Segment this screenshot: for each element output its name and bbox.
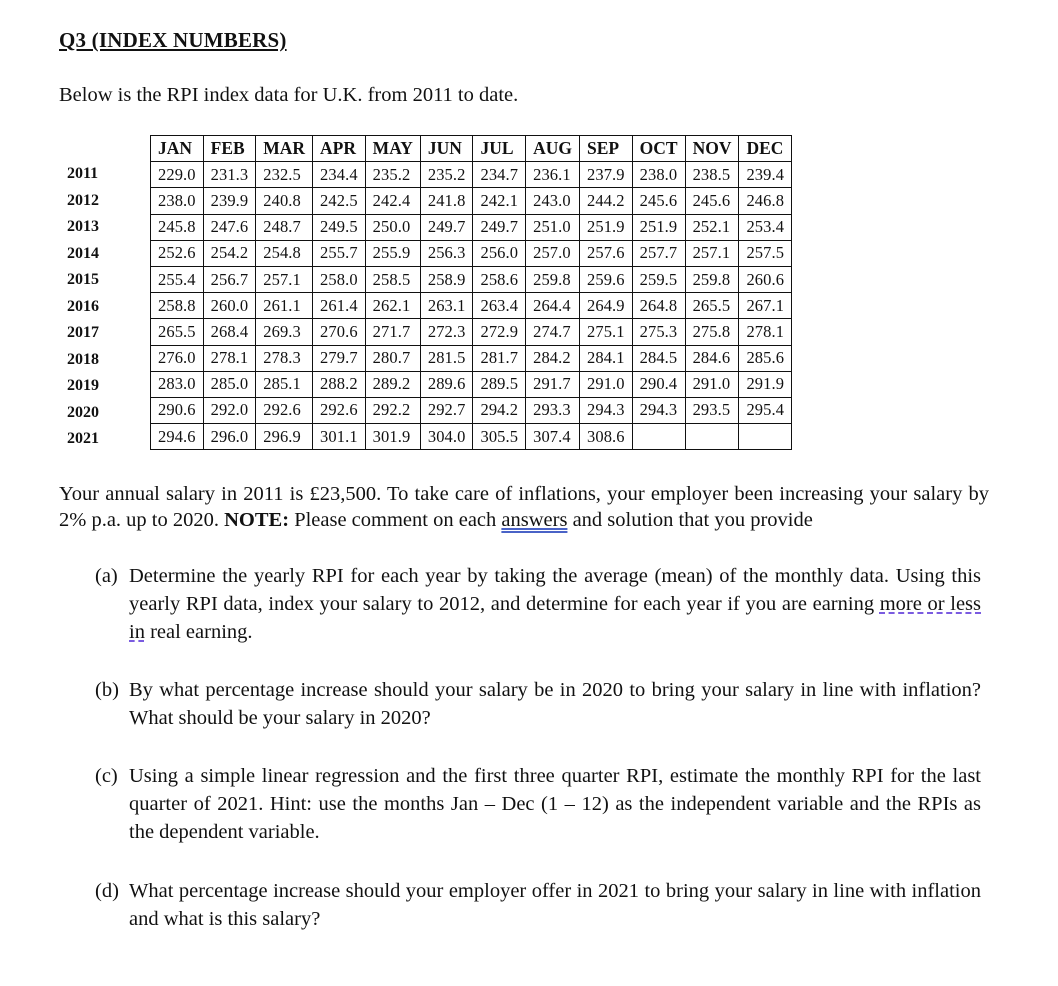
salary-text-part2: Please comment on each	[289, 509, 502, 531]
rpi-cell: 245.6	[685, 188, 739, 214]
rpi-cell: 247.6	[203, 214, 256, 240]
rpi-cell: 240.8	[256, 188, 313, 214]
rpi-cell: 268.4	[203, 319, 256, 345]
rpi-cell: 235.2	[420, 162, 473, 188]
salary-text-part1: Your annual salary in 2011 is £23,500. To take care of inflations, your employer been increasing your salary by 2% p.a. up to 2020.	[59, 483, 989, 531]
rpi-cell: 229.0	[151, 162, 204, 188]
rpi-cell: 285.1	[256, 371, 313, 397]
rpi-cell: 278.1	[203, 345, 256, 371]
rpi-cell: 304.0	[420, 424, 473, 450]
month-header: APR	[313, 136, 366, 162]
rpi-cell: 239.4	[739, 162, 792, 188]
rpi-cell: 291.9	[739, 371, 792, 397]
rpi-cell: 294.3	[580, 397, 633, 423]
rpi-cell: 272.9	[473, 319, 526, 345]
rpi-cell: 258.5	[365, 266, 420, 292]
rpi-cell: 261.1	[256, 293, 313, 319]
year-labels	[67, 161, 137, 453]
rpi-cell: 252.6	[151, 240, 204, 266]
question-d-label: (d)	[95, 880, 119, 902]
year-label: 2019	[67, 377, 99, 394]
rpi-cell: 259.6	[580, 266, 633, 292]
rpi-cell: 252.1	[685, 214, 739, 240]
rpi-cell: 258.8	[151, 293, 204, 319]
rpi-cell: 257.1	[685, 240, 739, 266]
rpi-table	[150, 135, 792, 450]
rpi-cell: 256.7	[203, 266, 256, 292]
month-header: NOV	[685, 136, 739, 162]
rpi-cell: 232.5	[256, 162, 313, 188]
rpi-cell: 238.0	[151, 188, 204, 214]
year-label: 2014	[67, 244, 99, 262]
question-a-underlined: more or less in	[129, 593, 981, 643]
rpi-cell: 246.8	[739, 188, 792, 214]
question-c-text: Using a simple linear regression and the first three quarter RPI, estimate the monthly RPI for the last quarter of 2021. Hint: use the months Jan – Dec (1 – 12) as the independent variable and the RPIs as the dependent variable.	[129, 765, 981, 843]
rpi-cell: 294.6	[151, 424, 204, 450]
rpi-cell: 237.9	[580, 162, 633, 188]
rpi-cell: 292.7	[420, 397, 473, 423]
rpi-table-body	[151, 162, 792, 450]
table-row	[151, 319, 792, 345]
table-row	[151, 188, 792, 214]
rpi-cell: 251.9	[580, 214, 633, 240]
rpi-cell: 284.2	[526, 345, 580, 371]
rpi-cell: 275.1	[580, 319, 633, 345]
year-label: 2015	[67, 271, 99, 288]
rpi-cell: 249.7	[420, 214, 473, 240]
question-a-text1: Determine the yearly RPI for each year by taking the average (mean) of the monthly data. Using this yearly RPI data, index your salary to 2012, and determine for each year if you are earning	[129, 565, 981, 615]
rpi-cell: 243.0	[526, 188, 580, 214]
rpi-cell: 288.2	[313, 371, 366, 397]
note-label: NOTE:	[224, 509, 290, 531]
rpi-cell: 260.6	[739, 266, 792, 292]
rpi-cell: 278.3	[256, 345, 313, 371]
table-row	[151, 162, 792, 188]
rpi-cell: 270.6	[313, 319, 366, 345]
month-header: MAY	[365, 136, 420, 162]
rpi-cell: 292.2	[365, 397, 420, 423]
rpi-cell: 265.5	[151, 319, 204, 345]
rpi-cell: 308.6	[580, 424, 633, 450]
rpi-cell: 256.0	[473, 240, 526, 266]
rpi-cell: 301.9	[365, 424, 420, 450]
year-label: 2020	[67, 403, 99, 421]
rpi-cell: 258.0	[313, 266, 366, 292]
rpi-cell: 291.7	[526, 371, 580, 397]
rpi-cell: 242.4	[365, 188, 420, 214]
question-c-label: (c)	[95, 765, 118, 787]
page-title: Q3 (INDEX NUMBERS)	[59, 28, 287, 52]
rpi-cell: 254.8	[256, 240, 313, 266]
rpi-cell: 289.6	[420, 371, 473, 397]
rpi-cell: 292.0	[203, 397, 256, 423]
rpi-cell: 257.5	[739, 240, 792, 266]
rpi-cell: 289.2	[365, 371, 420, 397]
year-label: 2018	[67, 350, 99, 368]
rpi-cell: 258.6	[473, 266, 526, 292]
rpi-cell: 239.9	[203, 188, 256, 214]
month-header: DEC	[739, 136, 792, 162]
question-b	[95, 676, 981, 732]
rpi-cell: 253.4	[739, 214, 792, 240]
rpi-cell: 248.7	[256, 214, 313, 240]
table-row	[151, 371, 792, 397]
rpi-cell: 292.6	[313, 397, 366, 423]
month-header: SEP	[580, 136, 633, 162]
rpi-cell: 269.3	[256, 319, 313, 345]
rpi-cell: 281.5	[420, 345, 473, 371]
rpi-cell: 267.1	[739, 293, 792, 319]
question-c	[95, 762, 981, 846]
rpi-cell: 245.6	[632, 188, 685, 214]
rpi-cell: 290.6	[151, 397, 204, 423]
question-a	[95, 562, 981, 646]
rpi-cell: 251.0	[526, 214, 580, 240]
rpi-cell: 285.0	[203, 371, 256, 397]
rpi-cell: 307.4	[526, 424, 580, 450]
table-row	[151, 345, 792, 371]
rpi-cell: 259.5	[632, 266, 685, 292]
salary-text-part3: and solution that you provide	[567, 509, 813, 531]
rpi-cell: 293.5	[685, 397, 739, 423]
rpi-cell: 294.3	[632, 397, 685, 423]
table-row	[151, 293, 792, 319]
rpi-cell: 284.5	[632, 345, 685, 371]
rpi-cell: 276.0	[151, 345, 204, 371]
salary-paragraph	[59, 481, 989, 533]
rpi-cell: 241.8	[420, 188, 473, 214]
rpi-cell: 257.7	[632, 240, 685, 266]
rpi-cell: 264.8	[632, 293, 685, 319]
rpi-cell: 305.5	[473, 424, 526, 450]
rpi-cell: 260.0	[203, 293, 256, 319]
rpi-cell: 281.7	[473, 345, 526, 371]
rpi-cell: 285.6	[739, 345, 792, 371]
intro-text: Below is the RPI index data for U.K. from 2011 to date.	[59, 84, 519, 106]
rpi-cell: 249.5	[313, 214, 366, 240]
rpi-cell: 275.3	[632, 319, 685, 345]
rpi-cell: 261.4	[313, 293, 366, 319]
year-label: 2017	[67, 324, 99, 341]
table-row	[151, 266, 792, 292]
rpi-cell: 242.5	[313, 188, 366, 214]
rpi-cell: 236.1	[526, 162, 580, 188]
rpi-cell: 234.7	[473, 162, 526, 188]
question-d-text: What percentage increase should your employer offer in 2021 to bring your salary in line with inflation and what is this salary?	[129, 880, 981, 930]
rpi-cell: 289.5	[473, 371, 526, 397]
rpi-cell: 234.4	[313, 162, 366, 188]
rpi-cell: 293.3	[526, 397, 580, 423]
rpi-cell: 255.9	[365, 240, 420, 266]
rpi-cell: 294.2	[473, 397, 526, 423]
rpi-cell: 296.9	[256, 424, 313, 450]
rpi-cell: 235.2	[365, 162, 420, 188]
month-header: OCT	[632, 136, 685, 162]
answers-word: answers	[501, 509, 568, 531]
rpi-cell: 274.7	[526, 319, 580, 345]
rpi-cell: 296.0	[203, 424, 256, 450]
rpi-cell: 258.9	[420, 266, 473, 292]
rpi-cell	[632, 424, 685, 450]
rpi-cell: 265.5	[685, 293, 739, 319]
question-a-label: (a)	[95, 565, 118, 587]
rpi-cell: 290.4	[632, 371, 685, 397]
rpi-cell: 280.7	[365, 345, 420, 371]
month-header-row	[151, 136, 792, 162]
rpi-cell: 284.6	[685, 345, 739, 371]
rpi-cell: 264.4	[526, 293, 580, 319]
year-label: 2021	[67, 430, 99, 447]
table-row	[151, 424, 792, 450]
rpi-cell: 263.4	[473, 293, 526, 319]
year-label: 2016	[67, 297, 99, 315]
rpi-cell: 272.3	[420, 319, 473, 345]
rpi-cell: 283.0	[151, 371, 204, 397]
rpi-cell: 249.7	[473, 214, 526, 240]
rpi-cell: 292.6	[256, 397, 313, 423]
year-label: 2012	[67, 191, 99, 209]
question-a-text2: real earning.	[144, 621, 253, 643]
month-header: FEB	[203, 136, 256, 162]
rpi-cell: 264.9	[580, 293, 633, 319]
rpi-cell: 278.1	[739, 319, 792, 345]
rpi-cell: 291.0	[685, 371, 739, 397]
rpi-cell: 295.4	[739, 397, 792, 423]
rpi-cell: 257.1	[256, 266, 313, 292]
rpi-cell: 259.8	[685, 266, 739, 292]
month-header: AUG	[526, 136, 580, 162]
month-header: JAN	[151, 136, 204, 162]
rpi-cell: 301.1	[313, 424, 366, 450]
table-row	[151, 397, 792, 423]
month-header: JUL	[473, 136, 526, 162]
question-b-label: (b)	[95, 679, 119, 701]
rpi-cell: 242.1	[473, 188, 526, 214]
rpi-cell: 255.7	[313, 240, 366, 266]
rpi-cell: 279.7	[313, 345, 366, 371]
year-label: 2011	[67, 165, 99, 182]
rpi-cell: 245.8	[151, 214, 204, 240]
rpi-cell	[739, 424, 792, 450]
rpi-cell	[685, 424, 739, 450]
rpi-cell: 275.8	[685, 319, 739, 345]
rpi-cell: 251.9	[632, 214, 685, 240]
rpi-cell: 284.1	[580, 345, 633, 371]
rpi-cell: 244.2	[580, 188, 633, 214]
question-b-text: By what percentage increase should your salary be in 2020 to bring your salary in line with inflation? What should be your salary in 2020?	[129, 679, 981, 729]
question-d	[95, 877, 981, 933]
rpi-cell: 238.5	[685, 162, 739, 188]
rpi-cell: 257.0	[526, 240, 580, 266]
rpi-cell: 291.0	[580, 371, 633, 397]
rpi-cell: 231.3	[203, 162, 256, 188]
rpi-cell: 256.3	[420, 240, 473, 266]
rpi-cell: 263.1	[420, 293, 473, 319]
rpi-cell: 259.8	[526, 266, 580, 292]
month-header: MAR	[256, 136, 313, 162]
rpi-cell: 257.6	[580, 240, 633, 266]
rpi-cell: 255.4	[151, 266, 204, 292]
rpi-cell: 254.2	[203, 240, 256, 266]
year-label: 2013	[67, 218, 99, 235]
rpi-cell: 250.0	[365, 214, 420, 240]
rpi-cell: 262.1	[365, 293, 420, 319]
rpi-cell: 271.7	[365, 319, 420, 345]
month-header: JUN	[420, 136, 473, 162]
table-row	[151, 240, 792, 266]
table-row	[151, 214, 792, 240]
rpi-cell: 238.0	[632, 162, 685, 188]
